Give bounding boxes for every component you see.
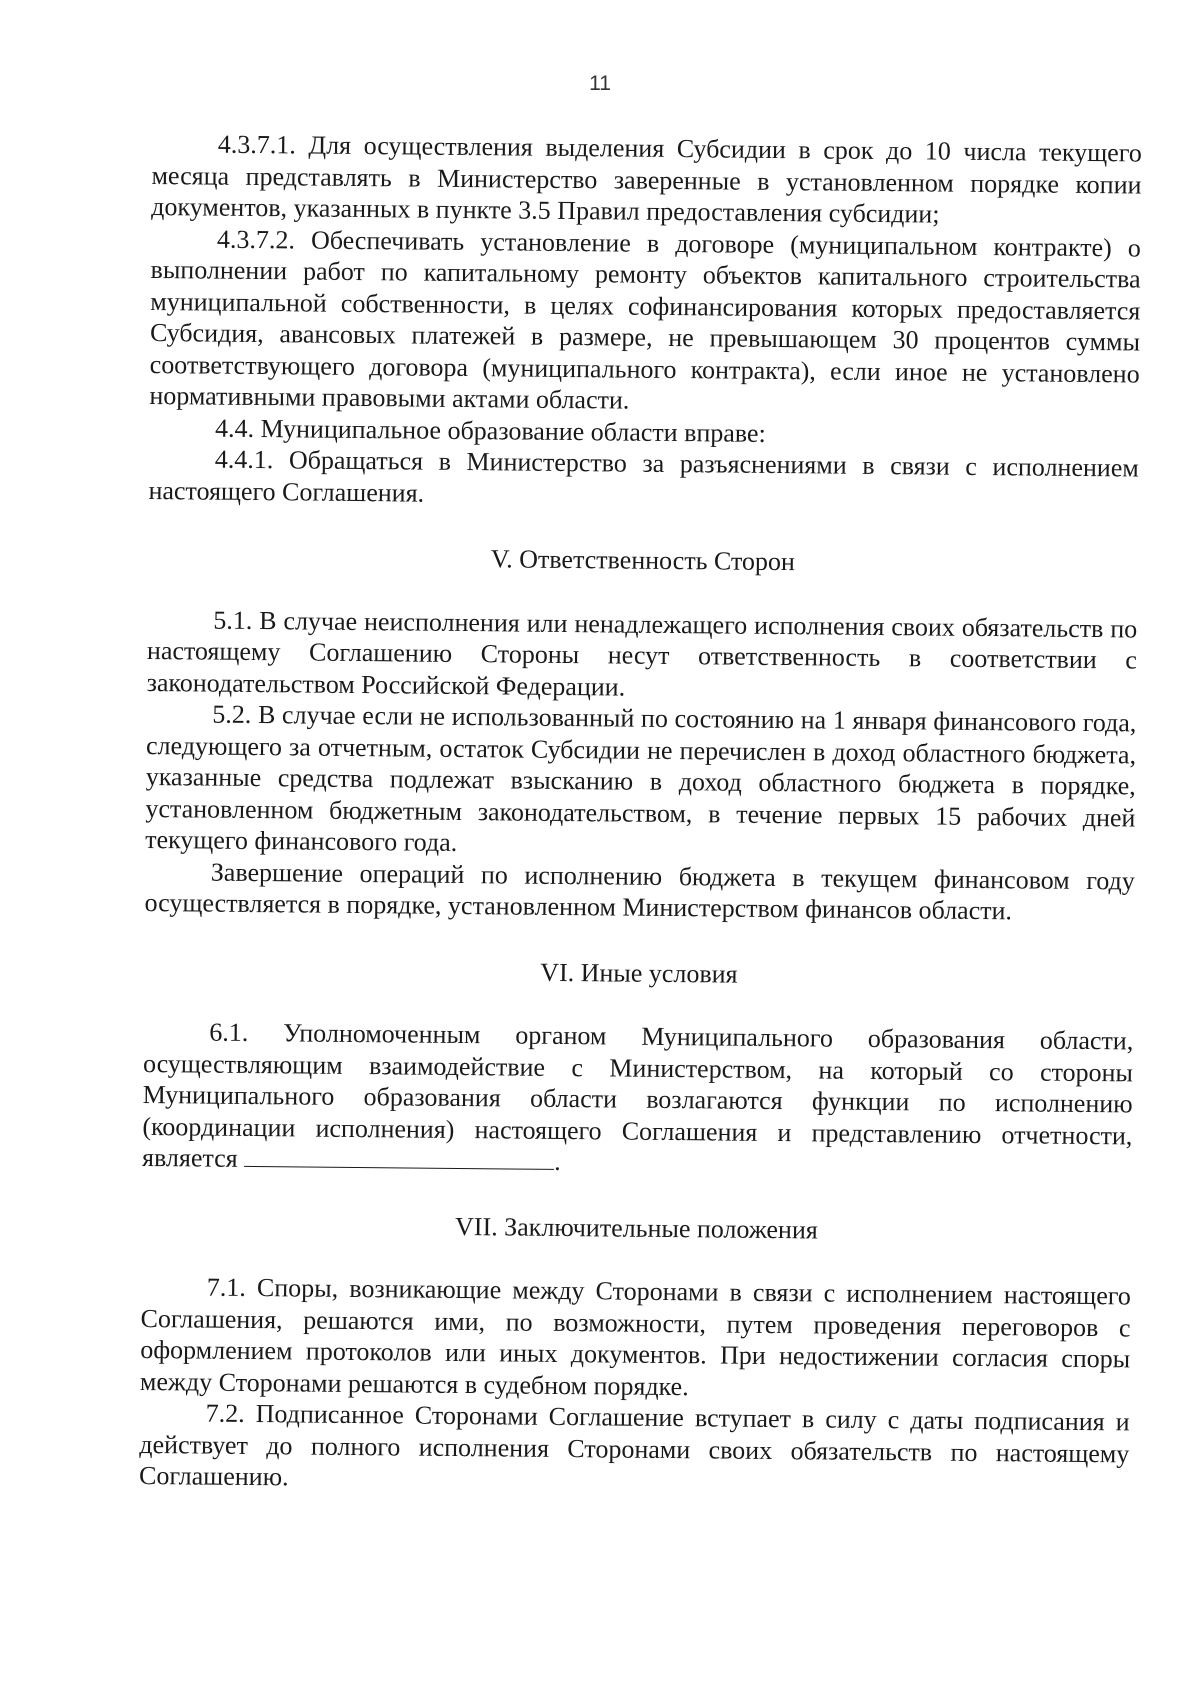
section-heading-vi: VI. Иные условия	[540, 957, 738, 989]
clause-7-1: 7.1. Споры, возникающие между Сторонами в связи с исполнением настоящего Соглашения, решаются ими, по возможности, путем проведения переговоров с оформлением протоколов или иных документов. При недостижении согласия споры между Сторонами решаются в судебном порядке.	[139, 1272, 1131, 1401]
clause-4-3-7-1: 4.3.7.1. Для осуществления выделения Субсидии в срок до 10 числа текущего месяца представлять в Министерство заверенные в установленном порядке копии документов, указанных в пункте 3.5 Правил предоставления субсидии;	[151, 129, 1142, 229]
clause-7-2: 7.2. Подписанное Сторонами Соглашение вступает в силу с даты подписания и действует до полного исполнения Сторонами своих обязательств по настоящему Соглашению.	[138, 1398, 1130, 1492]
section-heading-vii: VII. Заключительные положения	[454, 1211, 818, 1244]
clause-4-4-1: 4.4.1. Обращаться в Министерство за разъяснениями в связи с исполнением настоящего Соглашения.	[148, 444, 1139, 508]
clause-6-1	[142, 1016, 1133, 1183]
clause-5-2: 5.2. В случае если не использованный по состоянию на 1 января финансового года, следующего за отчетным, остаток Субсидии не перечислен в доход областного бюджета, указанные средства подлежат взысканию в доход областного бюджета в порядке, установленном бюджетным законодательством, в течение первых 15 рабочих дней текущего финансового года.	[145, 699, 1137, 857]
clause-6-1-text: 6.1. Уполномоченным органом Муниципального образования области, осуществляющим взаимодействие с Министерством, на который со стороны Муниципального образования области возлагаются функции по исполнению (координации исполнения) настоящего Соглашения и представлению отчетности, является	[141, 1017, 1134, 1173]
clause-4-4: 4.4. Муниципальное образование области вправе:	[214, 413, 766, 448]
clause-5-2-continuation: Завершение операций по исполнению бюджета в текущем финансовом году осуществляется в порядке, установленном Министерством финансов области.	[144, 857, 1135, 926]
clause-6-1-end: .	[554, 1146, 561, 1176]
authorized-body-blank-line	[244, 1146, 554, 1170]
clause-4-3-7-2: 4.3.7.2. Обеспечивать установление в договоре (муниципальном контракте) о выполнении работ по капитальному ремонту объектов капитального строительства муниципальной собственности, в целях софинансирования которых предоставляется Субсидия, авансовых платежей в размере, не превышающем 30 процентов суммы соответствующего договора (муниципального контракта), если иное не установлено нормативными правовыми актами области.	[149, 224, 1142, 415]
page-number: 11	[589, 72, 611, 95]
clause-5-1: 5.1. В случае неисполнения или ненадлежащего исполнения своих обязательств по настоящему Соглашению Стороны несут ответственность в соответствии с законодательством Российской Федерации.	[146, 605, 1138, 702]
document-body	[139, 128, 1142, 1501]
section-heading-v: V. Ответственность Сторон	[490, 544, 796, 577]
